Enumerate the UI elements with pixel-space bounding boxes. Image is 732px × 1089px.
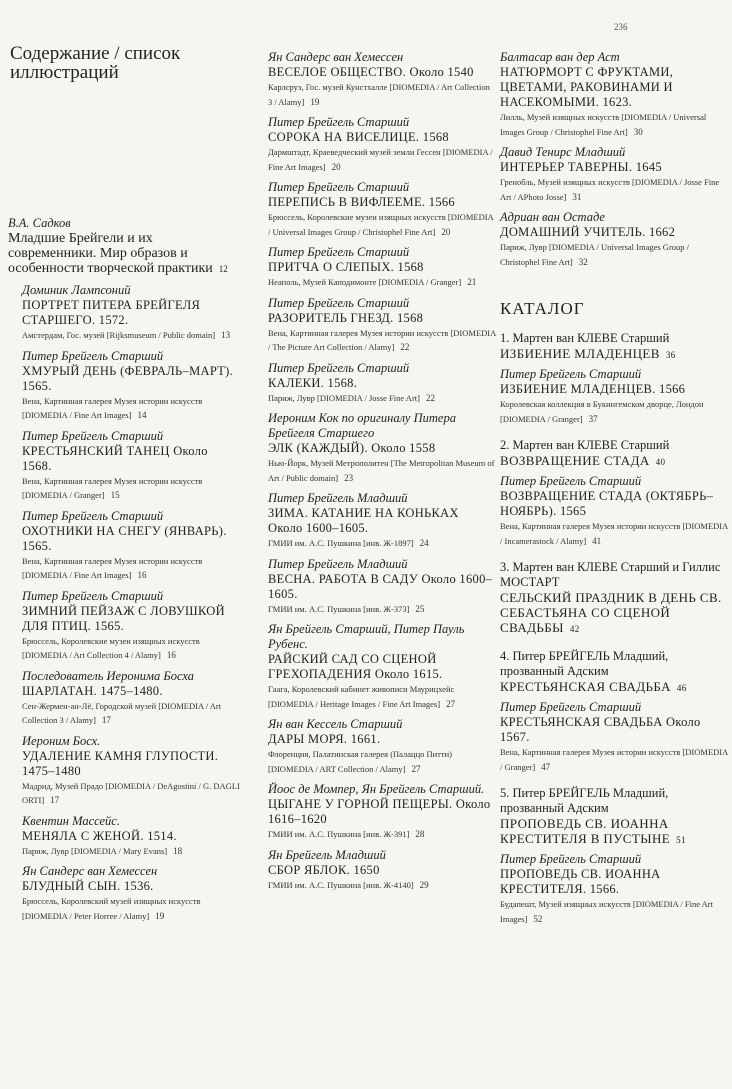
illustration-date: 1565. bbox=[94, 618, 125, 633]
illustration-date: 1568. bbox=[327, 375, 358, 390]
illustration-page: 20 bbox=[331, 161, 341, 172]
illustration-source bbox=[268, 682, 496, 711]
illustration-list-2 bbox=[268, 50, 496, 892]
illustration-meta: Амстердам, Гос. музей [Rijksmuseum / Public domain] bbox=[22, 330, 216, 340]
illustration-entry bbox=[500, 367, 730, 426]
illustration-title: НАТЮРМОРТ С ФРУКТАМИ, ЦВЕТАМИ, РАКОВИНАМИ И НАСЕКОМЫМИ. bbox=[500, 65, 674, 109]
column-right bbox=[500, 44, 730, 926]
illustration-source bbox=[500, 397, 730, 426]
catalog-page: 42 bbox=[569, 624, 580, 634]
illustration-meta: ГМИИ им. А.С. Пушкина [инв. Ж-373] bbox=[268, 603, 410, 614]
illustration-source bbox=[500, 110, 730, 139]
illustration-title: МЕНЯЛА С ЖЕНОЙ. bbox=[22, 828, 144, 843]
illustration-date: 1565. bbox=[22, 378, 52, 393]
catalog-artist: Питер БРЕЙГЕЛЬ Младший, прозванный Адским bbox=[500, 786, 669, 815]
illustration-title-line bbox=[268, 732, 496, 747]
illustration-title: КРЕСТЬЯНСКИЙ ТАНЕЦ bbox=[22, 443, 170, 458]
illustration-title-line bbox=[22, 298, 240, 328]
illustration-meta: Вена, Картинная галерея Музея истории искусств [DIOMEDIA / Granger] bbox=[500, 747, 728, 772]
catalog-list bbox=[500, 331, 730, 926]
illustration-date: 1568 bbox=[396, 310, 424, 325]
illustration-meta: Лилль, Музей изящных искусств [DIOMEDIA / Universal Images Group / Christophel Fine Art] bbox=[500, 112, 707, 137]
illustration-date: Около 1615. bbox=[374, 667, 443, 681]
illustration-list-1 bbox=[8, 283, 240, 923]
illustration-meta: Париж, Лувр [DIOMEDIA / Mary Evans] bbox=[22, 845, 168, 856]
illustration-page: 27 bbox=[446, 698, 456, 709]
illustration-title-line bbox=[22, 749, 240, 779]
illustration-entry bbox=[22, 509, 240, 583]
illustration-title: ВОЗВРАЩЕНИЕ СТАДА (ОКТЯБРЬ–НОЯБРЬ). bbox=[500, 489, 714, 518]
illustration-title-line bbox=[268, 441, 496, 456]
illustration-author: Питер Брейгель Старший bbox=[500, 700, 642, 714]
illustration-title: ШАРЛАТАН. bbox=[22, 683, 97, 698]
illustration-date: 1566. bbox=[589, 882, 620, 896]
illustration-author: Ян Брейгель Младший bbox=[268, 847, 386, 862]
illustration-source bbox=[268, 536, 496, 551]
illustration-title-line bbox=[22, 444, 240, 474]
illustration-date: 1565 bbox=[559, 504, 587, 518]
illustration-author: Питер Брейгель Младший bbox=[268, 556, 408, 571]
illustration-source bbox=[22, 634, 240, 663]
illustration-author: Доминик Лампсоний bbox=[22, 283, 131, 297]
illustration-title: ИЗБИЕНИЕ МЛАДЕНЦЕВ. bbox=[500, 382, 656, 396]
illustration-meta: Неаполь, Музей Каподимонте [DIOMEDIA / Granger] bbox=[268, 277, 462, 287]
illustration-entry bbox=[268, 848, 496, 893]
illustration-author: Питер Брейгель Старший bbox=[500, 474, 642, 488]
illustration-source bbox=[268, 391, 496, 406]
illustration-author: Йоос де Момпер, Ян Брейгель Старший. bbox=[268, 782, 485, 796]
illustration-meta: Брюссель, Королевские музеи изящных искусств [DIOMEDIA / Universal Images Group / Christophel Fine Art] bbox=[268, 212, 494, 237]
illustration-source bbox=[268, 80, 496, 109]
catalog-artist: Питер БРЕЙГЕЛЬ Младший, прозванный Адским bbox=[500, 649, 669, 678]
illustration-entry bbox=[268, 411, 496, 485]
illustration-meta: Карлсруэ, Гос. музей Кунстхалле [DIOMEDIA / Art Collection 3 / Alamy] bbox=[268, 82, 490, 107]
illustration-meta: Гаага, Королевский кабинет живописи Маурицхейс [DIOMEDIA / Heritage Images / Fine Art Images] bbox=[268, 684, 455, 709]
illustration-title-line bbox=[268, 572, 496, 602]
illustration-title: ХМУРЫЙ ДЕНЬ (ФЕВРАЛЬ–МАРТ). bbox=[22, 363, 234, 378]
illustration-source bbox=[268, 275, 496, 290]
catalog-title-line bbox=[500, 816, 730, 848]
illustration-meta: Вена, Картинная галерея Музея истории искусств [DIOMEDIA / Granger] bbox=[22, 475, 203, 500]
illustration-date: Около 1600–1605. bbox=[268, 571, 493, 601]
illustration-source bbox=[22, 779, 240, 808]
catalog-title-line bbox=[500, 453, 730, 470]
illustration-source bbox=[500, 519, 730, 548]
illustration-date: 1565. bbox=[22, 538, 52, 553]
illustration-meta: Мадрид, Музей Прадо [DIOMEDIA / DeAgostini / G. DAGLI ORTI] bbox=[22, 780, 240, 805]
article-title-text: Младшие Брейгели и их современники. Мир образов и особенности творческой практики bbox=[8, 231, 213, 276]
column-left bbox=[8, 44, 240, 923]
illustration-title: ДОМАШНИЙ УЧИТЕЛЬ. bbox=[500, 225, 646, 239]
illustration-title: ВЕСНА. РАБОТА В САДУ bbox=[268, 571, 419, 586]
illustration-meta: Париж, Лувр [DIOMEDIA / Josse Fine Art] bbox=[268, 392, 420, 403]
illustration-entry bbox=[268, 50, 496, 109]
illustration-author: Питер Брейгель Старший bbox=[500, 367, 642, 381]
illustration-meta: Вена, Картинная галерея Музея истории искусств [DIOMEDIA / The Picture Art Collection / Alamy] bbox=[268, 327, 496, 352]
illustration-source bbox=[22, 844, 240, 859]
illustration-meta: Париж, Лувр [DIOMEDIA / Universal Images Group / Christophel Fine Art] bbox=[500, 242, 690, 267]
catalog-page: 46 bbox=[676, 683, 687, 693]
illustration-page: 28 bbox=[415, 829, 425, 839]
illustration-title-line bbox=[500, 715, 730, 745]
article-page: 12 bbox=[218, 264, 228, 274]
illustration-title-line bbox=[268, 652, 496, 682]
illustration-author: Питер Брейгель Старший bbox=[268, 360, 410, 375]
illustration-page: 16 bbox=[166, 650, 176, 660]
column-middle bbox=[268, 44, 496, 892]
illustration-date: 1645 bbox=[635, 160, 662, 174]
catalog-number: 3. bbox=[500, 560, 510, 574]
illustration-title-line bbox=[22, 879, 240, 894]
illustration-entry bbox=[22, 814, 240, 859]
illustration-page: 17 bbox=[101, 715, 111, 725]
illustration-date: 1572. bbox=[98, 313, 129, 327]
illustration-page: 24 bbox=[419, 538, 429, 548]
illustration-source bbox=[268, 456, 496, 485]
illustration-date: 1566 bbox=[428, 195, 455, 209]
illustration-author: Иероним Босх. bbox=[22, 733, 101, 748]
illustration-page: 32 bbox=[578, 256, 588, 267]
illustration-meta: Вена, Картинная галерея Музея истории искусств [DIOMEDIA / Fine Art Images] bbox=[22, 555, 203, 580]
catalog-work-title: ИЗБИЕНИЕ МЛАДЕНЦЕВ bbox=[500, 346, 660, 361]
illustration-title: ИНТЕРЬЕР ТАВЕРНЫ. bbox=[500, 160, 633, 174]
illustration-author: Питер Брейгель Старший bbox=[268, 245, 410, 259]
illustration-meta: Брюссель, Королевский музей изящных искусств [DIOMEDIA / Peter Horree / Alamy] bbox=[22, 896, 201, 921]
illustration-date: 1662 bbox=[648, 225, 676, 239]
illustration-page: 18 bbox=[173, 845, 183, 856]
illustration-page: 15 bbox=[110, 490, 120, 500]
illustration-title-line bbox=[268, 130, 496, 145]
catalog-artist: Мартен ван КЛЕВЕ Старший bbox=[512, 331, 670, 345]
illustration-title-line bbox=[268, 797, 496, 827]
illustration-page: 14 bbox=[137, 410, 147, 420]
illustration-date: 1475–1480. bbox=[100, 683, 163, 698]
catalog-number: 5. bbox=[500, 786, 510, 800]
illustration-author: Ян ван Кессель Старший bbox=[268, 717, 403, 731]
catalog-heading bbox=[500, 438, 730, 453]
illustration-source bbox=[22, 699, 240, 728]
illustration-title-line bbox=[22, 604, 240, 634]
catalog-heading bbox=[500, 649, 730, 679]
illustration-entry bbox=[268, 491, 496, 551]
illustration-title: ПЕРЕПИСЬ В ВИФЛЕЕМЕ. bbox=[268, 195, 426, 209]
catalog-title-line bbox=[500, 590, 730, 637]
illustration-author: Давид Тенирс Младший bbox=[500, 145, 626, 159]
illustration-title: РАЙСКИЙ САД СО СЦЕНОЙ ГРЕХОПАДЕНИЯ bbox=[268, 652, 437, 681]
illustration-author: Ян Сандерс ван Хемессен bbox=[268, 50, 404, 64]
illustration-entry bbox=[268, 296, 496, 355]
catalog-title-line bbox=[500, 679, 730, 696]
illustration-page: 29 bbox=[419, 879, 429, 890]
illustration-date: 1475–1480 bbox=[22, 763, 81, 778]
illustration-page: 37 bbox=[588, 413, 598, 424]
illustration-title: СБОР ЯБЛОК. bbox=[268, 862, 351, 877]
illustration-meta: Флоренция, Палатинская галерея (Палаццо Питти) [DIOMEDIA / ART Collection / Alamy] bbox=[268, 749, 452, 774]
illustration-entry bbox=[268, 115, 496, 174]
illustration-date: 1623. bbox=[602, 95, 633, 109]
catalog-page: 51 bbox=[676, 835, 686, 845]
illustration-entry bbox=[22, 669, 240, 728]
catalog-artist: Мартен ван КЛЕВЕ Старший bbox=[512, 438, 670, 452]
illustration-date: 1568 bbox=[422, 130, 449, 144]
illustration-author: Питер Брейгель Старший bbox=[268, 180, 410, 194]
illustration-title: ЗИМА. КАТАНИЕ НА КОНЬКАХ bbox=[268, 506, 459, 520]
illustration-meta: ГМИИ им. А.С. Пушкина [инв. Ж-4140] bbox=[268, 879, 414, 890]
catalog-artist: Мартен ван КЛЕВЕ Старший и Гиллис МОСТАРТ bbox=[500, 560, 721, 589]
illustration-source bbox=[22, 474, 240, 503]
illustration-title-line bbox=[500, 160, 730, 175]
illustration-title: ДАРЫ МОРЯ. bbox=[268, 732, 348, 746]
illustration-title-line bbox=[22, 684, 240, 699]
catalog-title-line bbox=[500, 346, 730, 363]
catalog-entry bbox=[500, 438, 730, 548]
illustration-source bbox=[500, 745, 730, 774]
illustration-author: Иероним Кок по оригиналу Питера Брейгеля Старшего bbox=[268, 411, 456, 440]
illustration-source bbox=[500, 897, 730, 926]
illustration-page: 19 bbox=[155, 910, 165, 921]
illustration-meta: Брюссель, Королевские музеи изящных искусств [DIOMEDIA / Art Collection 4 / Alamy] bbox=[22, 635, 200, 660]
illustration-entry bbox=[268, 717, 496, 776]
illustration-author: Питер Брейгель Старший bbox=[22, 428, 164, 443]
illustration-title-line bbox=[268, 863, 496, 878]
illustration-date: 1536. bbox=[123, 879, 154, 893]
illustration-meta: Гренобль, Музей изящных искусств [DIOMEDIA / Josse Fine Art / APhoto Josse] bbox=[500, 177, 720, 202]
catalog-page: 40 bbox=[655, 457, 666, 467]
toc-title: Содержание / список иллюстраций bbox=[10, 43, 181, 83]
illustration-title-line bbox=[268, 311, 496, 326]
illustration-entry bbox=[500, 700, 730, 774]
catalog-number: 4. bbox=[500, 649, 510, 663]
illustration-title-line bbox=[268, 195, 496, 210]
illustration-entry bbox=[22, 349, 240, 423]
illustration-date: Около 1558 bbox=[371, 441, 436, 455]
illustration-title-line bbox=[268, 260, 496, 275]
illustration-title: ЭЛК (КАЖДЫЙ). bbox=[268, 441, 368, 455]
illustration-source bbox=[500, 240, 730, 269]
illustration-title-line bbox=[22, 829, 240, 844]
catalog-entry bbox=[500, 560, 730, 637]
illustration-source bbox=[268, 602, 496, 617]
illustration-date: 1650 bbox=[353, 862, 380, 877]
illustration-entry bbox=[500, 145, 730, 204]
catalog-page: 36 bbox=[665, 350, 676, 360]
illustration-page: 25 bbox=[415, 603, 425, 614]
catalog-heading bbox=[500, 560, 730, 590]
illustration-date: Около 1616–1620 bbox=[268, 797, 491, 826]
illustration-page: 21 bbox=[467, 277, 477, 287]
illustration-page: 19 bbox=[310, 96, 320, 107]
illustration-page: 16 bbox=[137, 570, 147, 580]
illustration-entry bbox=[500, 474, 730, 548]
illustration-entry bbox=[268, 245, 496, 290]
catalog-work-title: ПРОПОВЕДЬ СВ. ИОАННА КРЕСТИТЕЛЯ В ПУСТЫНЕ bbox=[500, 816, 671, 846]
article-title bbox=[8, 231, 240, 277]
illustration-page: 22 bbox=[400, 342, 410, 352]
illustration-date: Около 1540 bbox=[409, 65, 474, 79]
illustration-page: 52 bbox=[533, 913, 543, 924]
illustration-entry bbox=[500, 50, 730, 139]
illustration-author: Питер Брейгель Младший bbox=[268, 491, 408, 505]
illustration-date: Около 1567. bbox=[500, 715, 701, 744]
catalog-title: КАТАЛОГ bbox=[500, 299, 585, 318]
illustration-author: Питер Брейгель Старший bbox=[268, 115, 410, 129]
illustration-source bbox=[22, 554, 240, 583]
illustration-meta: Дармштадт, Краеведческий музей земли Гессен [DIOMEDIA / Fine Art Images] bbox=[268, 147, 493, 172]
illustration-page: 13 bbox=[221, 330, 231, 340]
illustration-date: Около 1600–1605. bbox=[268, 521, 369, 535]
illustration-title-line bbox=[268, 506, 496, 536]
illustration-page: 41 bbox=[592, 535, 602, 546]
illustration-entry bbox=[268, 557, 496, 617]
illustration-title-line bbox=[500, 382, 730, 397]
illustration-meta: ГМИИ им. А.С. Пушкина [инв. Ж-391] bbox=[268, 829, 410, 839]
illustration-title: КАЛЕКИ. bbox=[268, 375, 325, 390]
illustration-title-line bbox=[268, 65, 496, 80]
illustration-title-line bbox=[500, 65, 730, 110]
catalog-work-title: КРЕСТЬЯНСКАЯ СВАДЬБА bbox=[500, 679, 671, 694]
illustration-title: РАЗОРИТЕЛЬ ГНЕЗД. bbox=[268, 310, 394, 325]
illustration-source bbox=[268, 827, 496, 842]
illustration-page: 22 bbox=[425, 392, 435, 403]
article-author: В.А. Садков bbox=[8, 216, 71, 230]
illustration-title: ПОРТРЕТ ПИТЕРА БРЕЙГЕЛЯ СТАРШЕГО. bbox=[22, 298, 201, 327]
illustration-source bbox=[22, 394, 240, 423]
illustration-author: Питер Брейгель Старший bbox=[22, 588, 164, 603]
illustration-title: ОХОТНИКИ НА СНЕГУ (ЯНВАРЬ). bbox=[22, 523, 227, 538]
catalog-number: 1. bbox=[500, 331, 510, 345]
illustration-page: 17 bbox=[50, 795, 60, 805]
illustration-source bbox=[22, 894, 240, 923]
illustration-entry bbox=[22, 429, 240, 503]
illustration-source bbox=[500, 175, 730, 204]
illustration-source bbox=[268, 878, 496, 893]
illustration-title: СОРОКА НА ВИСЕЛИЦЕ. bbox=[268, 130, 420, 144]
illustration-author: Ян Брейгель Старший, Питер Пауль Рубенс. bbox=[268, 622, 465, 651]
illustration-meta: Сен-Жермен-ан-Лё, Городской музей [DIOMEDIA / Art Collection 3 / Alamy] bbox=[22, 700, 222, 725]
illustration-entry bbox=[22, 283, 240, 343]
illustration-title: УДАЛЕНИЕ КАМНЯ ГЛУПОСТИ. bbox=[22, 748, 219, 763]
illustration-entry bbox=[268, 361, 496, 406]
illustration-title-line bbox=[268, 376, 496, 391]
illustration-source bbox=[22, 328, 240, 343]
catalog-work-title: СЕЛЬСКИЙ ПРАЗДНИК В ДЕНЬ СВ. СЕБАСТЬЯНА СО СЦЕНОЙ СВАДЬБЫ bbox=[500, 590, 722, 635]
illustration-page: 27 bbox=[411, 763, 421, 774]
page-number: 236 bbox=[614, 22, 628, 32]
illustration-title: ПРИТЧА О СЛЕПЫХ. bbox=[268, 260, 395, 274]
catalog-entry bbox=[500, 649, 730, 774]
illustration-meta: ГМИИ им. А.С. Пушкина [инв. Ж-1897] bbox=[268, 538, 414, 548]
illustration-entry bbox=[268, 622, 496, 711]
illustration-title: БЛУДНЫЙ СЫН. bbox=[22, 879, 121, 893]
illustration-entry bbox=[22, 864, 240, 923]
illustration-title: ПРОПОВЕДЬ СВ. ИОАННА КРЕСТИТЕЛЯ. bbox=[500, 867, 661, 896]
illustration-title-line bbox=[500, 867, 730, 897]
illustration-entry bbox=[500, 210, 730, 269]
illustration-page: 20 bbox=[441, 226, 451, 237]
illustration-author: Ян Сандерс ван Хемессен bbox=[22, 864, 158, 878]
illustration-title-line bbox=[500, 489, 730, 519]
catalog-number: 2. bbox=[500, 438, 510, 452]
illustration-meta: Вена, Картинная галерея Музея истории искусств [DIOMEDIA / Fine Art Images] bbox=[22, 395, 203, 420]
illustration-entry bbox=[22, 734, 240, 808]
illustration-source bbox=[268, 210, 496, 239]
illustration-author: Адриан ван Остаде bbox=[500, 210, 605, 224]
illustration-meta: Нью-Йорк, Музей Метрополитен [The Metropolitan Museum of Art / Public domain] bbox=[268, 458, 495, 483]
illustration-meta: Королевская коллекция в Букингемском дворце, Лондон [DIOMEDIA / Granger] bbox=[500, 399, 704, 424]
illustration-entry bbox=[500, 852, 730, 926]
illustration-author: Питер Брейгель Старший bbox=[268, 295, 410, 310]
illustration-date: Около 1568. bbox=[22, 443, 208, 473]
catalog-heading bbox=[500, 331, 730, 346]
illustration-entry bbox=[268, 180, 496, 239]
illustration-page: 47 bbox=[541, 761, 551, 772]
illustration-source bbox=[268, 747, 496, 776]
illustration-author: Питер Брейгель Старший bbox=[22, 508, 164, 523]
illustration-title: КРЕСТЬЯНСКАЯ СВАДЬБА bbox=[500, 715, 663, 729]
illustration-source bbox=[268, 326, 496, 355]
illustration-title-line bbox=[22, 364, 240, 394]
illustration-author: Последователь Иеронима Босха bbox=[22, 668, 195, 683]
illustration-author: Балтасар ван дер Аст bbox=[500, 50, 620, 64]
illustration-page: 31 bbox=[572, 191, 582, 202]
illustration-author: Питер Брейгель Старший bbox=[500, 852, 642, 866]
illustration-list-3 bbox=[500, 50, 730, 269]
catalog-work-title: ВОЗВРАЩЕНИЕ СТАДА bbox=[500, 453, 650, 468]
illustration-meta: Вена, Картинная галерея Музея истории искусств [DIOMEDIA / Incamerastock / Alamy] bbox=[500, 521, 728, 546]
illustration-date: 1661. bbox=[350, 732, 381, 746]
illustration-source bbox=[268, 145, 496, 174]
illustration-entry bbox=[268, 782, 496, 842]
illustration-date: 1566 bbox=[659, 382, 686, 396]
illustration-page: 30 bbox=[633, 126, 643, 137]
illustration-title: ЗИМНИЙ ПЕЙЗАЖ С ЛОВУШКОЙ ДЛЯ ПТИЦ. bbox=[22, 603, 225, 633]
illustration-title-line bbox=[500, 225, 730, 240]
illustration-title: ВЕСЕЛОЕ ОБЩЕСТВО. bbox=[268, 65, 407, 79]
illustration-date: 1568 bbox=[397, 260, 424, 274]
illustration-meta: Будапешт, Музей изящных искусств [DIOMEDIA / Fine Art Images] bbox=[500, 899, 713, 924]
illustration-author: Квентин Массейс. bbox=[22, 813, 120, 828]
catalog-entry bbox=[500, 786, 730, 926]
illustration-title-line bbox=[22, 524, 240, 554]
catalog-heading bbox=[500, 786, 730, 816]
illustration-author: Питер Брейгель Старший bbox=[22, 348, 164, 363]
illustration-entry bbox=[22, 589, 240, 663]
catalog-entry bbox=[500, 331, 730, 426]
illustration-page: 23 bbox=[344, 472, 354, 483]
illustration-title: ЦЫГАНЕ У ГОРНОЙ ПЕЩЕРЫ. bbox=[268, 797, 453, 811]
article-entry bbox=[8, 216, 240, 277]
illustration-date: 1514. bbox=[147, 828, 177, 843]
